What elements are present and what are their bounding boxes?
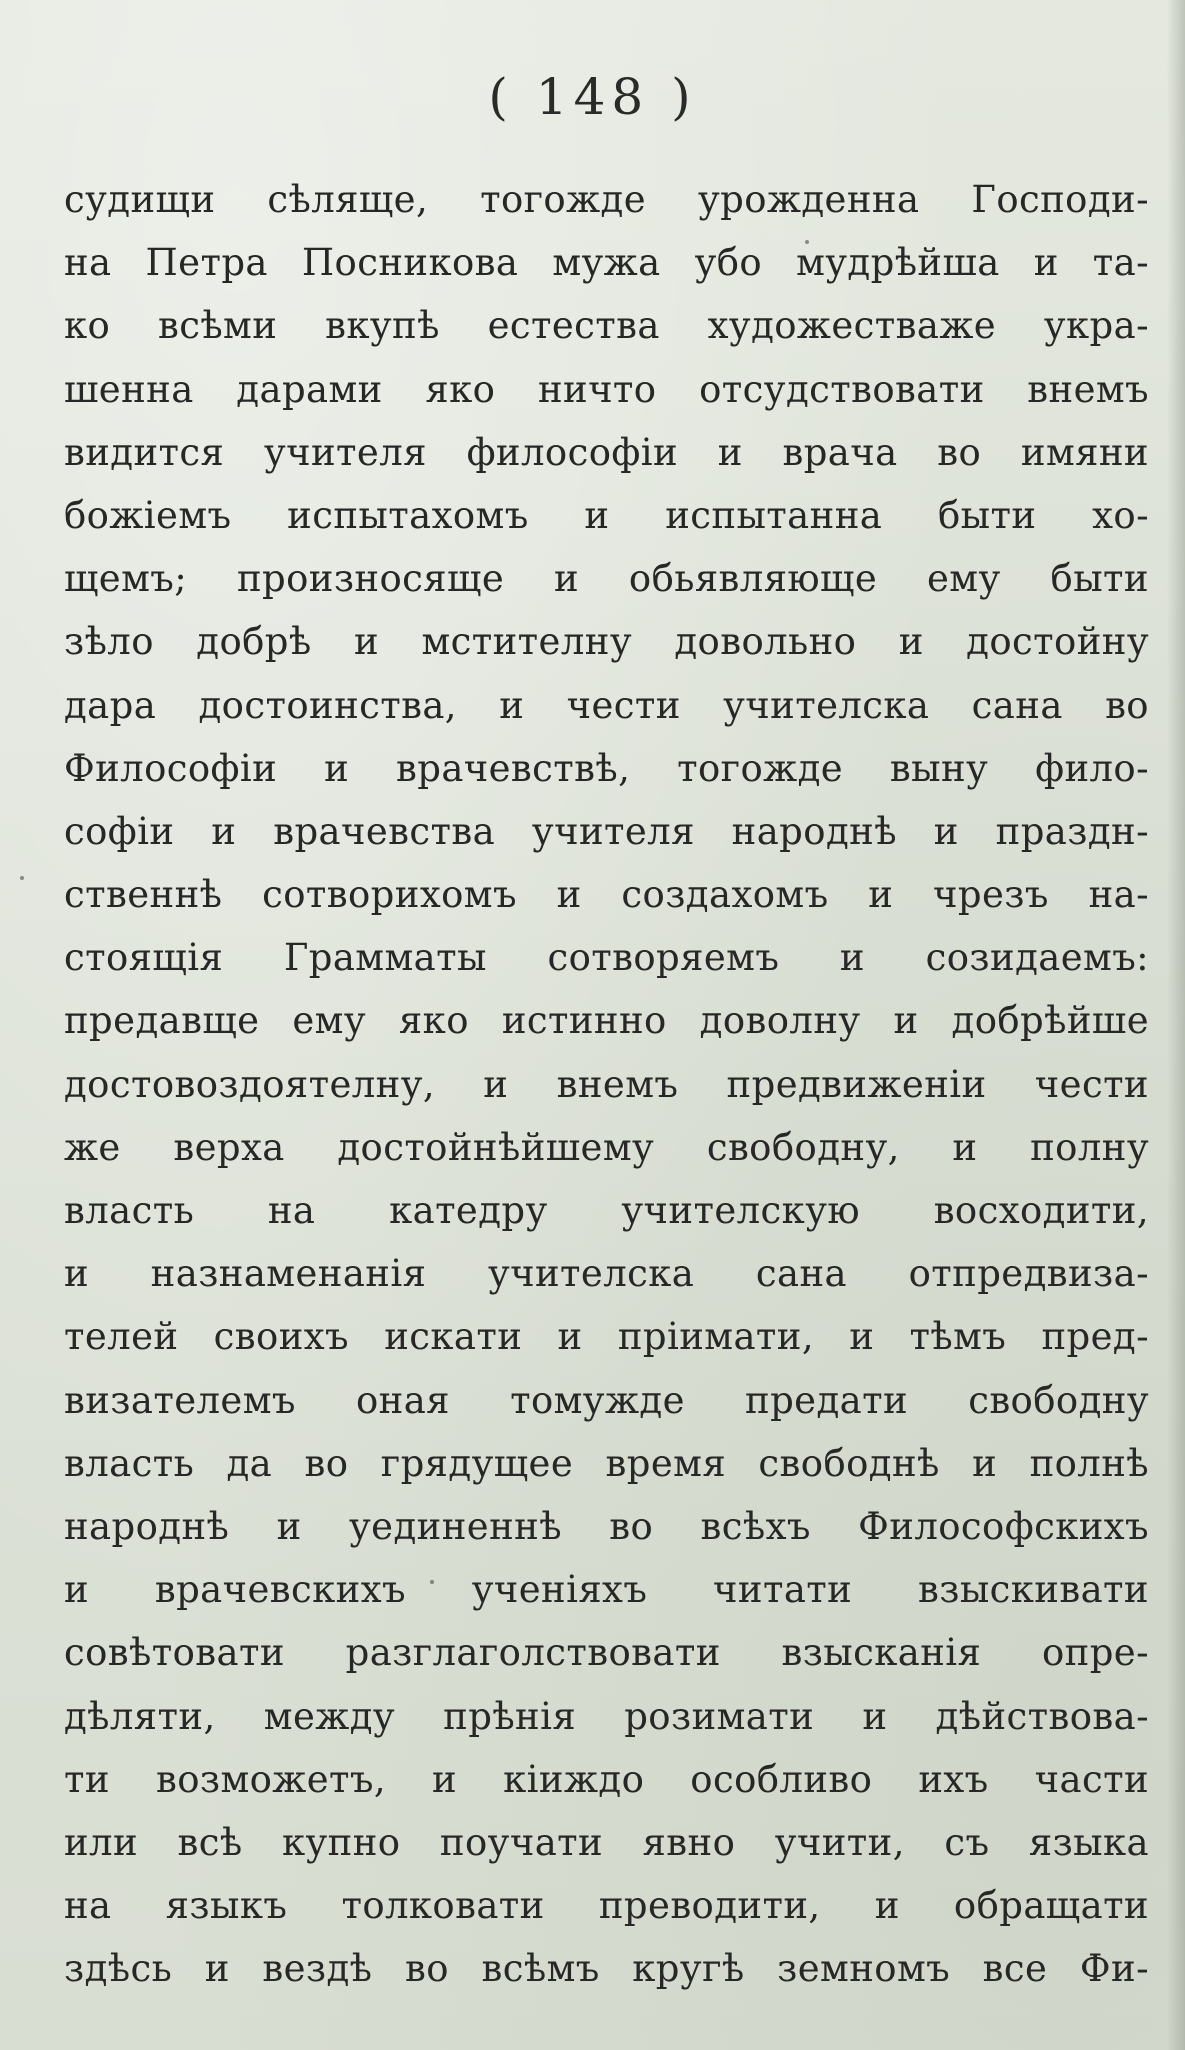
body-text <box>64 168 1149 2000</box>
text-line: на языкъ толковати преводити, и обращати <box>64 1884 1149 1928</box>
text-line: судищи сѣлящe, тогожде урожденна Господи- <box>64 178 1149 221</box>
text-line: и врачевскихъ ученiяхъ читати взыскивати <box>64 1568 1149 1612</box>
text-line: зѣло добрѣ и мстителну довольно и достойну <box>64 620 1149 664</box>
text-line: щемъ; произносяще и обьявляюще ему быти <box>64 557 1149 601</box>
text-line: ти возможетъ, и кiиждо особливо ихъ части <box>64 1757 1149 1801</box>
page-edge-shadow <box>1167 0 1185 2050</box>
text-line: софiи и врачевства учителя народнѣ и праздн- <box>64 809 1149 853</box>
text-line: ственнѣ сотворихомъ и создахомъ и чрезъ на- <box>64 873 1149 917</box>
text-line: достовоздоятелну, и внемъ предвиженiи чести <box>64 1062 1149 1106</box>
text-line: видится учителя философiи и врача во имяни <box>64 430 1149 474</box>
text-line: визателемъ оная томужде предати свободну <box>64 1378 1149 1422</box>
text-line: здѣсь и вездѣ во всѣмъ кругѣ земномъ все Фи- <box>64 1947 1149 1991</box>
text-line: власть да во грядущее время свободнѣ и полнѣ <box>64 1441 1149 1485</box>
paper-speck <box>20 876 24 880</box>
text-line: совѣтовати разглаголствовати взысканiя опре- <box>64 1631 1149 1675</box>
text-line: же верха достойнѣйшему свободну, и полну <box>64 1125 1149 1169</box>
text-line: божiемъ испытахомъ и испытанна быти хо- <box>64 493 1149 537</box>
text-line: Философiи и врачевствѣ, тогожде выну фило- <box>64 746 1149 790</box>
text-line: телей своихъ искати и прiимати, и тѣмъ пред- <box>64 1315 1149 1359</box>
page-number: ( 148 ) <box>488 68 697 126</box>
text-line: народнѣ и уединеннѣ во всѣхъ Философскихъ <box>64 1504 1149 1548</box>
text-line: или всѣ купно поучати явно учити, съ языка <box>64 1820 1149 1864</box>
text-line: шенна дарами яко ничто отсудствовати внемъ <box>64 367 1149 411</box>
text-line: дара достоинства, и чести учителска сана во <box>64 683 1149 727</box>
text-line: на Петра Посникова мужа убо мудрѣйша и та- <box>64 241 1149 285</box>
text-line: ко всѣми вкупѣ естества художестваже укра- <box>64 304 1149 348</box>
text-line: стоящiя Грамматы сотворяемъ и созидаемъ: <box>64 936 1149 980</box>
text-line: дѣляти, между прѣнiя розимати и дѣйствова- <box>64 1694 1149 1738</box>
text-line: и назнаменанiя учителска сана отпредвиза- <box>64 1252 1149 1296</box>
text-line: предавще ему яко истинно доволну и добрѣйше <box>64 999 1149 1043</box>
text-line: власть на катедру учителскую восходити, <box>64 1189 1149 1232</box>
